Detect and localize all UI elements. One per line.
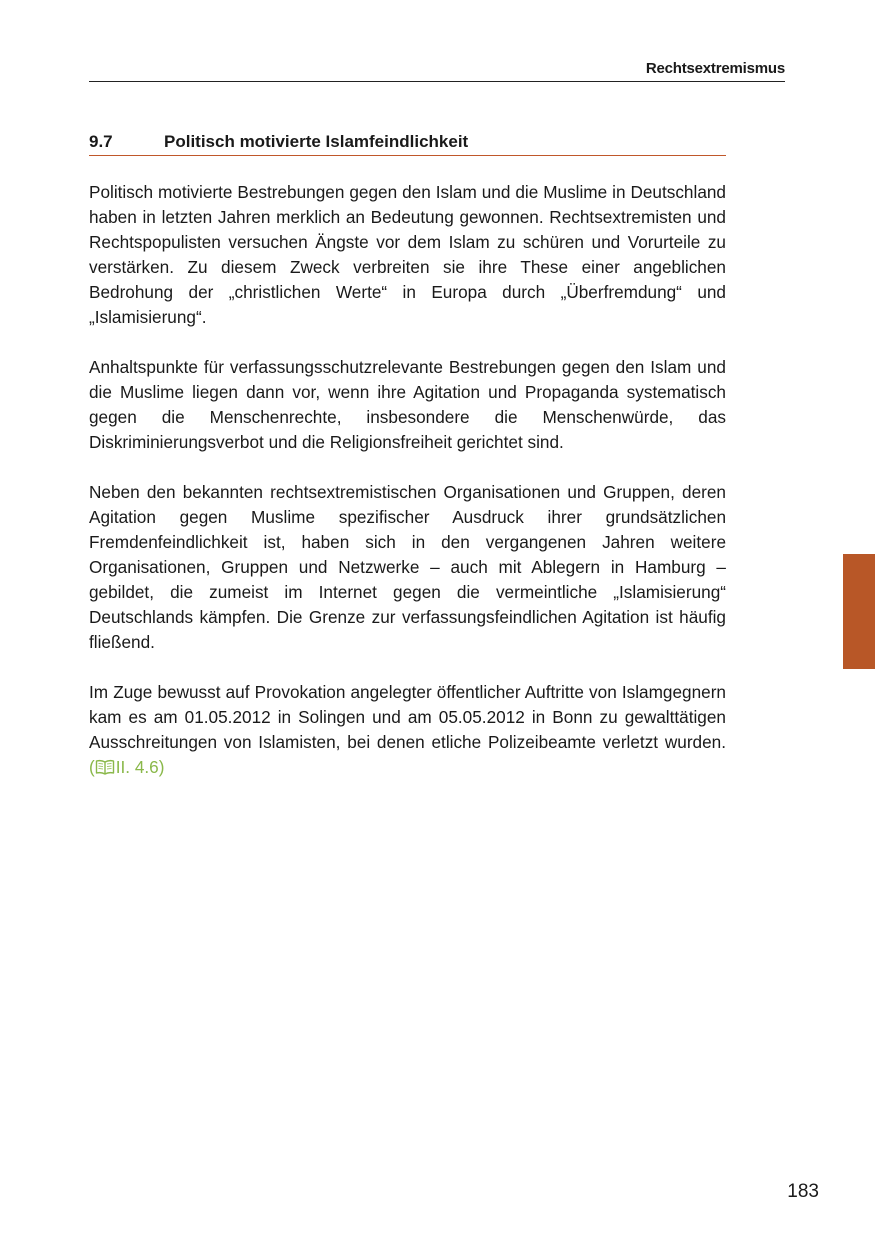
page-number: 183 [787, 1181, 819, 1202]
chapter-side-tab [843, 554, 875, 669]
running-header [89, 58, 785, 82]
section-heading [89, 131, 726, 156]
crossref-text: II. 4.6) [115, 757, 165, 777]
crossref-open-paren: ( [89, 757, 95, 777]
body-text [89, 180, 726, 805]
paragraph-text: Im Zuge bewusst auf Provokation angelegter öffentlicher Auftritte von Islamgegnern kam es am 01.05.2012 in Solingen und am 05.05.2012 in Bonn zu gewalttätigen Ausschreitungen von Islamisten, bei denen etliche Polizeibeamte verletzt wurden. [89, 682, 726, 752]
section-title: Politisch motivierte Islamfeindlichkeit [164, 132, 469, 151]
paragraph: Anhaltspunkte für verfassungsschutzrelevante Bestrebungen gegen den Islam und die Muslime liegen dann vor, wenn ihre Agitation und Propaganda systematisch gegen die Menschenrechte, insbesondere die Menschenwürde, das Diskriminierungsverbot und die Religionsfreiheit gerichtet sind. [89, 357, 726, 452]
book-icon [95, 759, 115, 775]
section-number: 9.7 [89, 132, 113, 151]
paragraph-last [89, 680, 726, 780]
running-header-title: Rechtsextremismus [645, 60, 785, 77]
paragraph: Politisch motivierte Bestrebungen gegen den Islam und die Muslime in Deutschland haben in letzten Jahren merklich an Bedeutung gewonnen. Rechtsextremisten und Rechtspopulisten versuchen Ängste vor dem Islam zu schüren und Vorurteile zu verstärken. Zu diesem Zweck verbreiten sie ihre These einer angeblichen Bedrohung der „christlichen Werte“ in Europa durch „Überfremdung“ und „Islamisierung“. [89, 182, 726, 327]
crossref-link[interactable] [89, 757, 164, 777]
paragraph: Neben den bekannten rechtsextremistischen Organisationen und Gruppen, deren Agitation gegen Muslime spezifischer Ausdruck ihrer grundsätzlichen Fremdenfeindlichkeit ist, haben sich in den vergangenen Jahren weitere Organisationen, Gruppen und Netzwerke – auch mit Ablegern in Hamburg – gebildet, die zumeist im Internet gegen die vermeintliche „Islamisierung“ Deutschlands kämpfen. Die Grenze zur verfassungsfeindlichen Agitation ist häufig fließend. [89, 482, 726, 652]
